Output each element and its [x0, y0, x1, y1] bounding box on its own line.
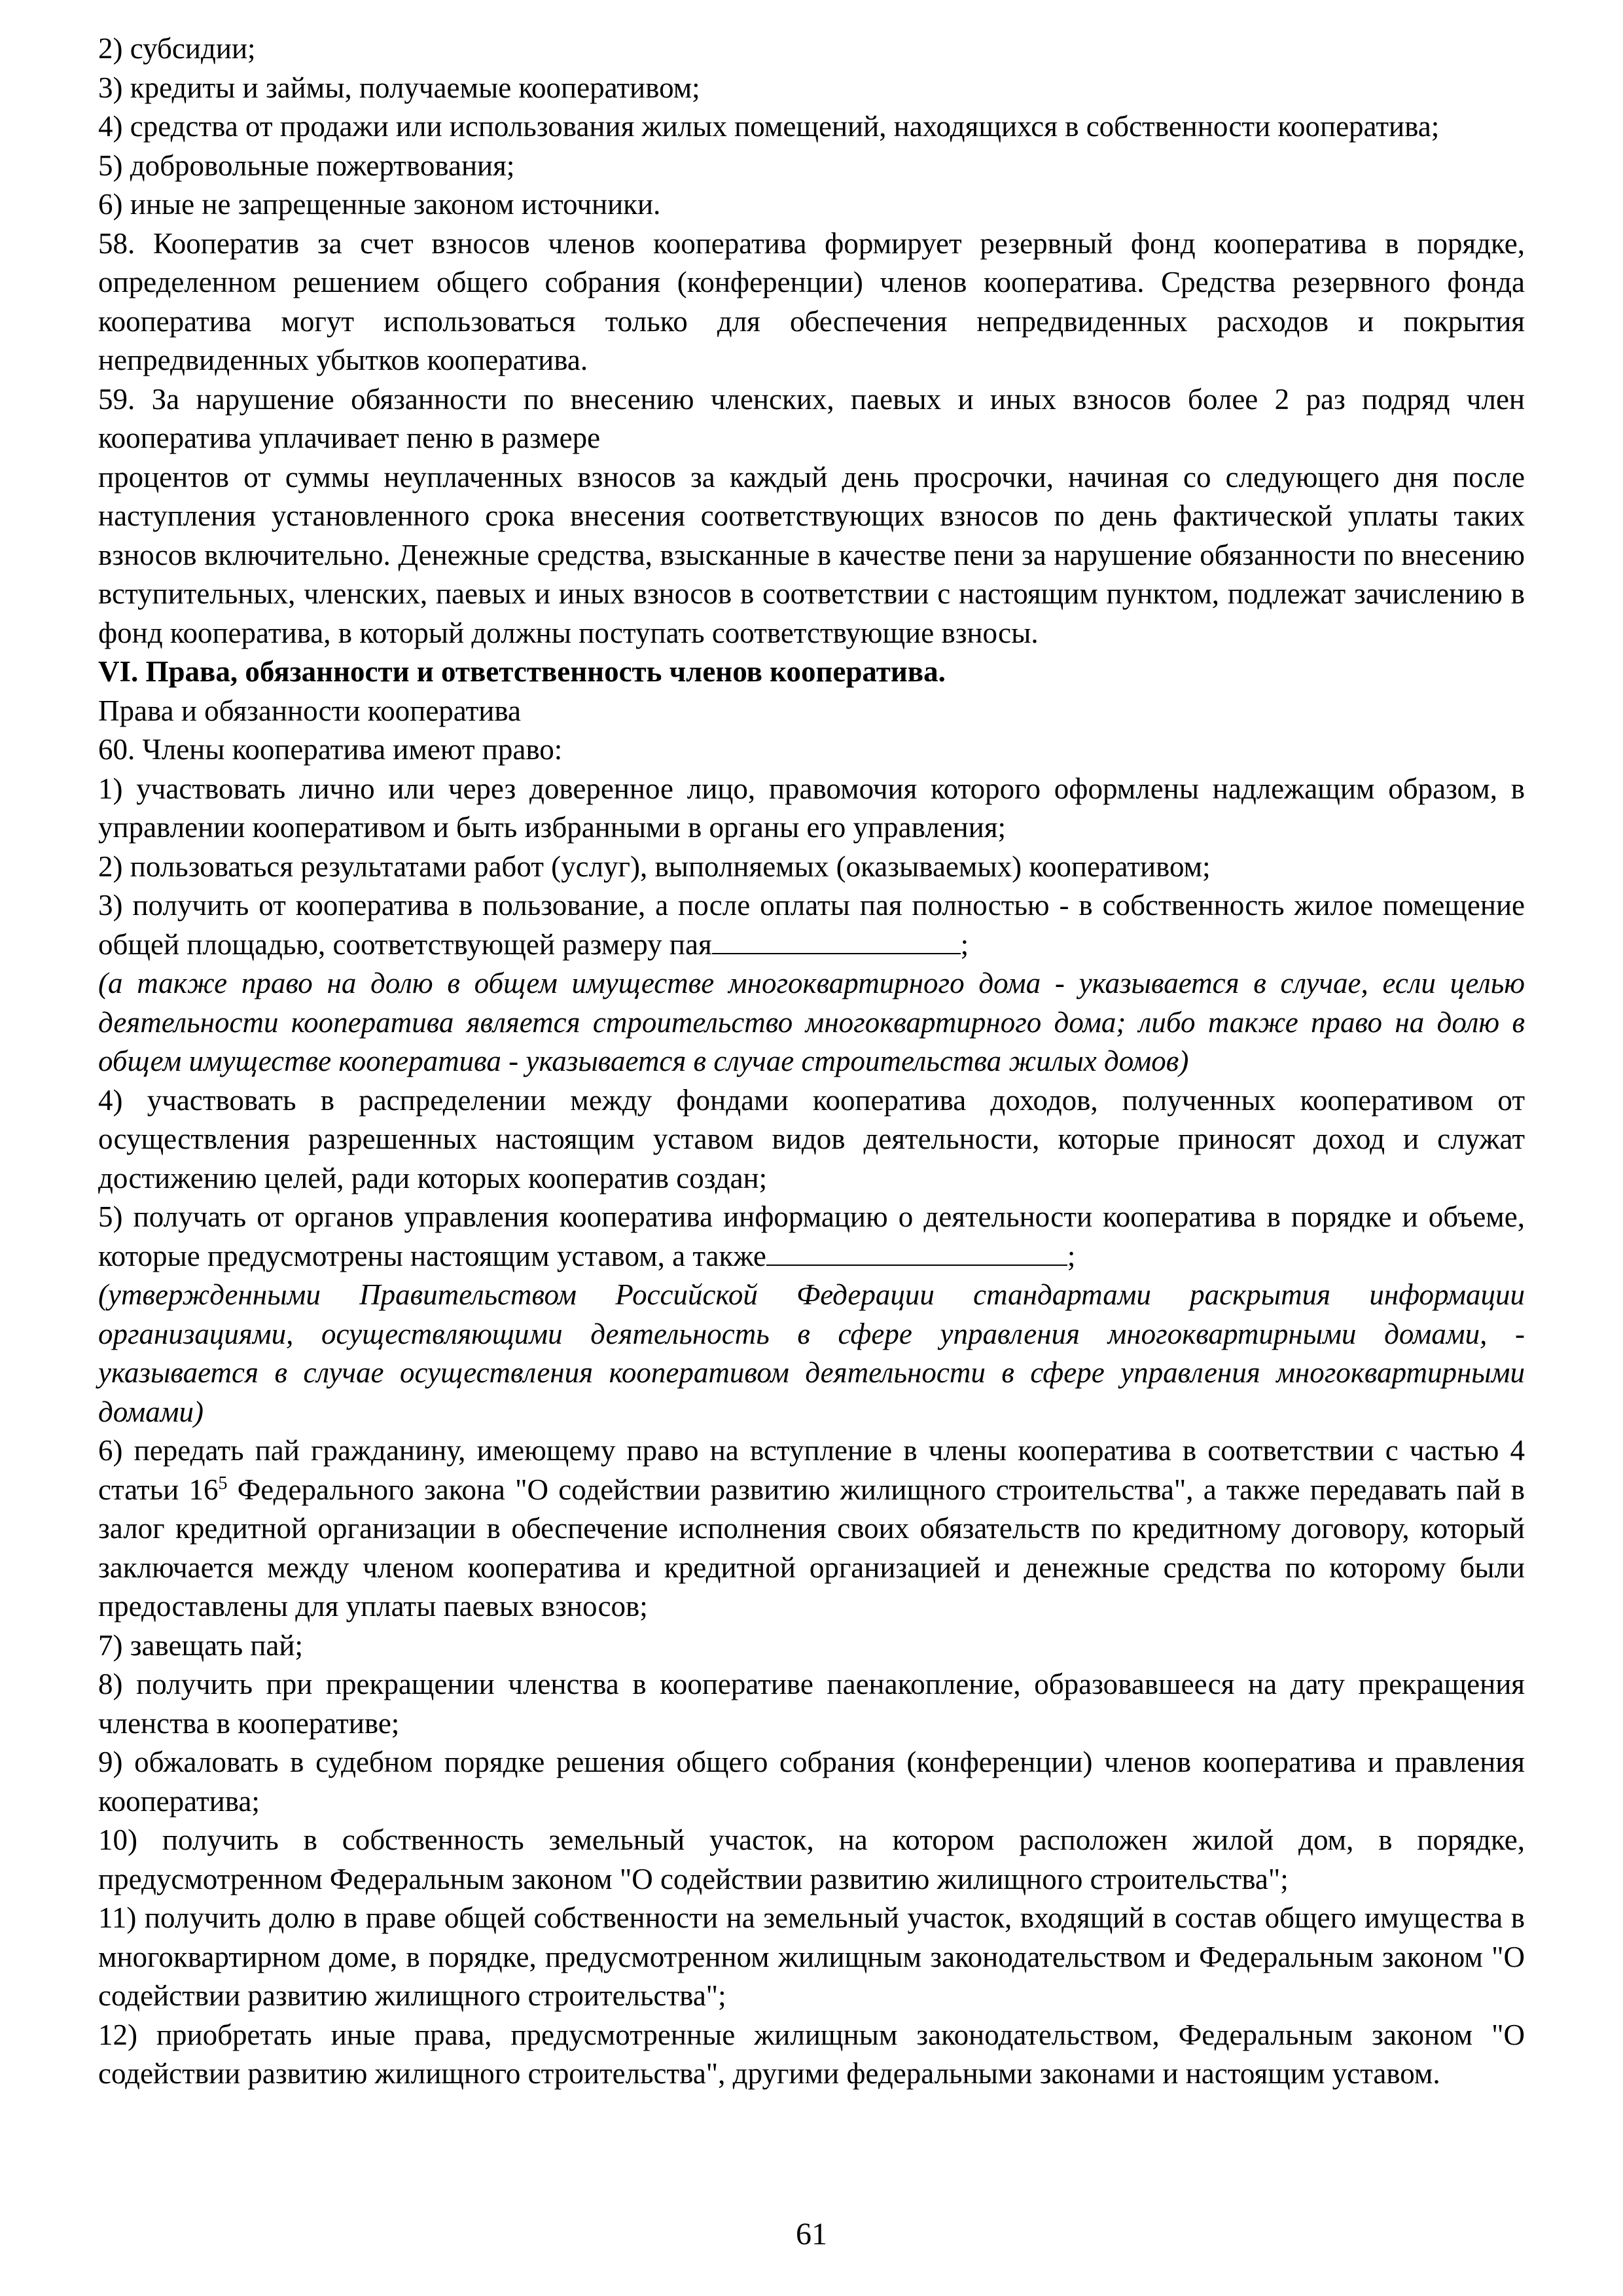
paragraph-58: 58. Кооператив за счет взносов членов кооператива формирует резервный фонд кооператива в порядке, определенном решением общего собрания (конференции) членов кооператива. Средства резервного фонда кооператива могут использоваться только для обеспечения непредвиденных расходов и покрытия непредвиденных убытков кооператива.: [98, 226, 1525, 376]
document-page: [98, 29, 1525, 2094]
right-item-8: 8) получить при прекращении членства в кооперативе паенакопление, образовавшееся на дату прекращения членства в кооперативе;: [98, 1668, 1525, 1740]
right-item-3: [98, 886, 1525, 964]
right-item-7: 7) завещать пай;: [98, 1628, 303, 1662]
paragraph-59-start: 59. За нарушение обязанности по внесению членских, паевых и иных взносов более 2 раз подряд член кооператива уплачивает пеню в размере: [98, 382, 1525, 454]
paragraph-60: 60. Члены кооператива имеют право:: [98, 733, 563, 766]
right-item-6-text-a: 6) передать пай гражданину, имеющему право на вступление в члены кооператива в соответствии с частью 4 статьи 16: [98, 1434, 1525, 1506]
right-item-5: [98, 1198, 1525, 1276]
fill-in-blank: [712, 929, 961, 954]
subheading: Права и обязанности кооператива: [98, 694, 521, 727]
list-item: 2) субсидии;: [98, 32, 256, 65]
page-number: 61: [796, 2217, 827, 2251]
right-item-6-text-b: Федерального закона "О содействии развитию жилищного строительства", а также передавать пай в залог кредитной организации в обеспечение исполнения своих обязательств по кредитному договору, который заключается между членом кооператива и кредитной организацией и денежные средства по которому были предоставлены для уплаты паевых взносов;: [98, 1473, 1525, 1623]
right-item-2: 2) пользоваться результатами работ (услуг), выполняемых (оказываемых) кооперативом;: [98, 850, 1211, 883]
list-item: 5) добровольные пожертвования;: [98, 149, 515, 182]
list-item: 4) средства от продажи или использования жилых помещений, находящихся в собственности кооператива;: [98, 110, 1440, 143]
right-item-11: 11) получить долю в праве общей собственности на земельный участок, входящий в состав общего имущества в многоквартирном доме, в порядке, предусмотренном жилищным законодательством и Федеральным законом "О содействии развитию жилищного строительства";: [98, 1901, 1525, 2012]
right-item-1: 1) участвовать лично или через доверенное лицо, правомочия которого оформлены надлежащим образом, в управлении кооперативом и быть избранными в органы его управления;: [98, 772, 1525, 844]
right-item-4: 4) участвовать в распределении между фондами кооператива доходов, полученных кооперативом от осуществления разрешенных настоящим уставом видов деятельности, которые приносят доход и служат достижению целей, ради которых кооператив создан;: [98, 1083, 1525, 1194]
right-item-9: 9) обжаловать в судебном порядке решения общего собрания (конференции) членов кооператива и правления кооператива;: [98, 1746, 1525, 1818]
right-item-10: 10) получить в собственность земельный участок, на котором расположен жилой дом, в порядке, предусмотренном Федеральным законом "О содействии развитию жилищного строительства";: [98, 1823, 1525, 1895]
right-item-12: 12) приобретать иные права, предусмотренные жилищным законодательством, Федеральным законом "О содействии развитию жилищного строительства", другими федеральными законами и настоящим уставом.: [98, 2018, 1525, 2090]
right-item-3-note: (а также право на долю в общем имуществе многоквартирного дома - указывается в случае, если целью деятельности кооператива является строительство многоквартирного дома; либо также право на долю в общем имуществе кооператива - указывается в случае строительства жилых домов): [98, 967, 1525, 1077]
list-item: 6) иные не запрещенные законом источники.: [98, 188, 661, 221]
right-item-5-end: ;: [1067, 1239, 1076, 1272]
fill-in-blank: [766, 1241, 1067, 1266]
right-item-3-end: ;: [960, 927, 969, 961]
right-item-5-note: (утвержденными Правительством Российской Федерации стандартами раскрытия информации организациями, осуществляющими деятельность в сфере управления многоквартирными домами, - указывается в случае осуществления кооперативом деятельности в сфере управления многоквартирными домами): [98, 1278, 1525, 1428]
section-heading: VI. Права, обязанности и ответственность членов кооператива.: [98, 655, 946, 688]
right-item-6: [98, 1431, 1525, 1626]
list-item: 3) кредиты и займы, получаемые кооперативом;: [98, 71, 700, 104]
paragraph-59-continued: процентов от суммы неуплаченных взносов за каждый день просрочки, начиная со следующего дня после наступления установленного срока внесения соответствующих взносов по день фактической уплаты таких взносов включительно. Денежные средства, взысканные в качестве пени за нарушение обязанности по внесению вступительных, членских, паевых и иных взносов в соответствии с настоящим пунктом, подлежат зачислению в фонд кооператива, в который должны поступать соответствующие взносы.: [98, 460, 1525, 649]
superscript: 5: [218, 1473, 228, 1494]
right-item-5-text: 5) получать от органов управления кооператива информацию о деятельности кооператива в порядке и объеме, которые предусмотрены настоящим уставом, а также: [98, 1200, 1525, 1272]
right-item-3-text: 3) получить от кооператива в пользование, а после оплаты пая полностью - в собственность жилое помещение общей площадью, соответствующей размеру пая: [98, 889, 1525, 961]
